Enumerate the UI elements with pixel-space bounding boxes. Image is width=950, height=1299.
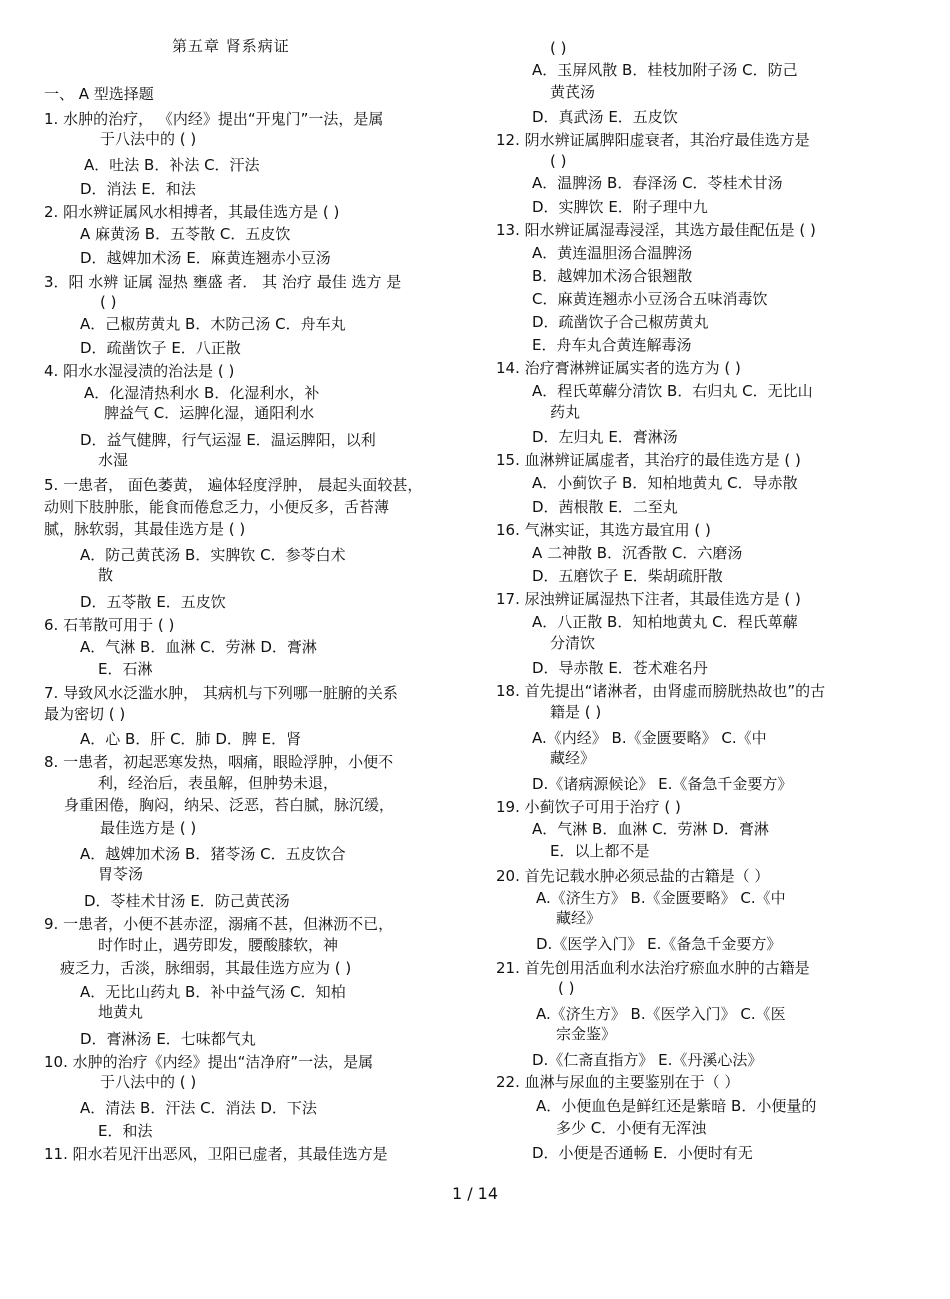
- left-line: D．五苓散 E．五皮饮: [80, 593, 226, 611]
- right-line: E．以上都不是: [550, 842, 650, 860]
- right-line: D．实脾饮 E．附子理中九: [532, 198, 708, 216]
- left-line: 4. 阳水水湿浸渍的治法是 ( ): [44, 362, 235, 380]
- right-line: D.《仁斋直指方》 E.《丹溪心法》: [532, 1051, 763, 1069]
- left-line: E．石淋: [98, 660, 153, 678]
- left-line: A．防己黄芪汤 B．实脾钦 C．参苓白术: [80, 546, 346, 564]
- right-line: A．玉屏风散 B．桂枝加附子汤 C．防己: [532, 61, 798, 79]
- right-line: ( ): [558, 979, 575, 997]
- right-line: A.《内经》 B.《金匮要略》 C.《中: [532, 729, 767, 747]
- left-line: A．吐法 B．补法 C．汗法: [84, 156, 260, 174]
- page-number: 1 / 14: [451, 1184, 499, 1203]
- left-line: D．苓桂术甘汤 E．防己黄芪汤: [84, 892, 290, 910]
- left-line: A．己椒苈黄丸 B．木防己汤 C．舟车丸: [80, 315, 346, 333]
- left-line: E．和法: [98, 1122, 153, 1140]
- left-line: 最佳选方是 ( ): [100, 819, 197, 837]
- right-line: D．真武汤 E．五皮饮: [532, 108, 678, 126]
- left-line: A．气淋 B．血淋 C．劳淋 D．膏淋: [80, 638, 317, 656]
- right-line: D．小便是否通畅 E．小便时有无: [532, 1144, 753, 1162]
- left-line: ( ): [100, 293, 117, 311]
- right-line: 20. 首先记载水肿必须忌盐的古籍是（ ）: [496, 867, 770, 885]
- left-line: 腻，脉软弱，其最佳选方是 ( ): [44, 520, 246, 538]
- left-line: 3．阳 水辨 证属 湿热 壅盛 者． 其 治疗 最佳 选方 是: [44, 273, 402, 291]
- left-line: 1. 水肿的治疗， 《内经》提出“开鬼门”一法，是属: [44, 110, 384, 128]
- right-line: A.《济生方》 B.《金匮要略》 C.《中: [536, 889, 786, 907]
- right-line: 15. 血淋辨证属虚者，其治疗的最佳选方是 ( ): [496, 451, 801, 469]
- left-line: 8. 一患者，初起恶寒发热，咽痛，眼睑浮肿，小便不: [44, 753, 394, 771]
- right-line: A．程氏萆薢分清饮 B．右归丸 C．无比山: [532, 382, 813, 400]
- left-line: A 麻黄汤 B．五苓散 C．五皮饮: [80, 225, 291, 243]
- right-line: A．黄连温胆汤合温脾汤: [532, 244, 693, 262]
- left-line: 疲乏力，舌淡，脉细弱，其最佳选方应为 ( ): [60, 959, 352, 977]
- left-line: A．心 B．肝 C．肺 D．脾 E．肾: [80, 730, 302, 748]
- right-line: A．小便血色是鲜红还是紫暗 B．小便量的: [536, 1097, 817, 1115]
- right-line: 多少 C．小便有无浑浊: [556, 1119, 707, 1137]
- right-line: D．疏凿饮子合己椒苈黄丸: [532, 313, 709, 331]
- right-line: 藏经》: [550, 749, 596, 767]
- left-line: 5. 一患者， 面色萎黄， 遍体轻度浮肿， 晨起头面较甚，: [44, 476, 423, 494]
- left-line: 利，经治后，表虽解，但肿势未退，: [98, 774, 339, 792]
- left-line: 身重困倦，胸闷，纳呆、泛恶，苔白腻，脉沉缓，: [64, 796, 395, 814]
- right-line: D．茜根散 E．二至丸: [532, 498, 678, 516]
- left-line: 7. 导致风水泛滥水肿， 其病机与下列哪一脏腑的关系: [44, 684, 398, 702]
- left-line: A．化湿清热利水 B．化湿利水，补: [84, 384, 320, 402]
- right-line: 22. 血淋与尿血的主要鉴别在于（ ）: [496, 1073, 740, 1091]
- right-line: 13. 阳水辨证属湿毒浸淫，其选方最佳配伍是 ( ): [496, 221, 816, 239]
- right-line: 药丸: [550, 403, 581, 421]
- left-line: 9. 一患者，小便不甚赤涩，溺痛不甚，但淋沥不已，: [44, 915, 394, 933]
- right-line: A.《济生方》 B.《医学入门》 C.《医: [536, 1005, 786, 1023]
- right-line: D．导赤散 E．苍术难名丹: [532, 659, 708, 677]
- right-line: E．舟车丸合黄连解毒汤: [532, 336, 692, 354]
- left-line: A．清法 B．汗法 C．消法 D．下法: [80, 1099, 317, 1117]
- right-line: 分清饮: [550, 634, 596, 652]
- right-line: A 二神散 B．沉香散 C．六磨汤: [532, 544, 743, 562]
- right-line: 18. 首先提出“诸淋者，由肾虚而膀胱热故也”的古: [496, 682, 826, 700]
- right-line: A．气淋 B．血淋 C．劳淋 D．膏淋: [532, 820, 769, 838]
- right-line: 宗金鉴》: [556, 1025, 617, 1043]
- right-line: 21. 首先创用活血利水法治疗瘀血水肿的古籍是: [496, 959, 810, 977]
- right-line: B．越婢加术汤合银翘散: [532, 267, 693, 285]
- right-line: D．五磨饮子 E．柴胡疏肝散: [532, 567, 723, 585]
- right-line: D.《医学入门》 E.《备急千金要方》: [536, 935, 782, 953]
- left-line: 10. 水肿的治疗《内经》提出“洁净府”一法，是属: [44, 1053, 374, 1071]
- right-line: A．八正散 B．知柏地黄丸 C．程氏萆薢: [532, 613, 798, 631]
- left-line: 最为密切 ( ): [44, 705, 126, 723]
- left-line: 地黄丸: [98, 1003, 144, 1021]
- left-line: 时作时止，遇劳即发，腰酸膝软，神: [98, 936, 339, 954]
- right-line: 17. 尿浊辨证属湿热下注者，其最佳选方是 ( ): [496, 590, 801, 608]
- right-line: 14. 治疗膏淋辨证属实者的选方为 ( ): [496, 359, 741, 377]
- left-line: 于八法中的 ( ): [100, 1073, 197, 1091]
- left-line: D．消法 E．和法: [80, 180, 196, 198]
- left-line: A．无比山药丸 B．补中益气汤 C．知柏: [80, 983, 346, 1001]
- left-line: 一、 A 型选择题: [44, 85, 154, 103]
- left-line: D．膏淋汤 E．七味都气丸: [80, 1030, 256, 1048]
- right-line: A．温脾汤 B．春泽汤 C．苓桂术甘汤: [532, 174, 783, 192]
- left-line: 2. 阳水辨证属风水相搏者，其最佳选方是 ( ): [44, 203, 340, 221]
- left-line: 脾益气 C．运脾化湿，通阳利水: [104, 404, 315, 422]
- left-line: A．越婢加术汤 B．猪苓汤 C．五皮饮合: [80, 845, 346, 863]
- right-line: 19. 小蓟饮子可用于治疗 ( ): [496, 798, 681, 816]
- left-line: D．疏凿饮子 E．八正散: [80, 339, 241, 357]
- right-line: ( ): [550, 152, 567, 170]
- right-line: 籍是 ( ): [550, 703, 602, 721]
- right-line: ( ): [550, 39, 567, 57]
- right-line: 16. 气淋实证，其选方最宜用 ( ): [496, 521, 711, 539]
- right-line: A．小蓟饮子 B．知柏地黄丸 C．导赤散: [532, 474, 798, 492]
- left-line: 6. 石苇散可用于 ( ): [44, 616, 175, 634]
- left-line: D．益气健脾，行气运湿 E．温运脾阳，以利: [80, 431, 376, 449]
- right-line: D.《诸病源候论》 E.《备急千金要方》: [532, 775, 793, 793]
- right-line: 藏经》: [556, 909, 602, 927]
- left-line: 11. 阳水若见汗出恶风，卫阳已虚者，其最佳选方是: [44, 1145, 388, 1163]
- left-line: D．越婢加术汤 E．麻黄连翘赤小豆汤: [80, 249, 331, 267]
- left-line: 胃苓汤: [98, 865, 144, 883]
- right-line: C．麻黄连翘赤小豆汤合五味消毒饮: [532, 290, 768, 308]
- right-line: 黄芪汤: [550, 83, 596, 101]
- right-line: 12. 阴水辨证属脾阳虚衰者，其治疗最佳选方是: [496, 131, 810, 149]
- left-line: 水湿: [98, 451, 129, 469]
- right-line: D．左归丸 E．膏淋汤: [532, 428, 678, 446]
- left-line: 散: [98, 566, 114, 584]
- left-line: 于八法中的 ( ): [100, 130, 197, 148]
- left-line: 第五章 肾系病证: [172, 37, 290, 55]
- left-line: 动则下肢肿胀，能食而倦怠乏力，小便反多，舌苔薄: [44, 498, 390, 516]
